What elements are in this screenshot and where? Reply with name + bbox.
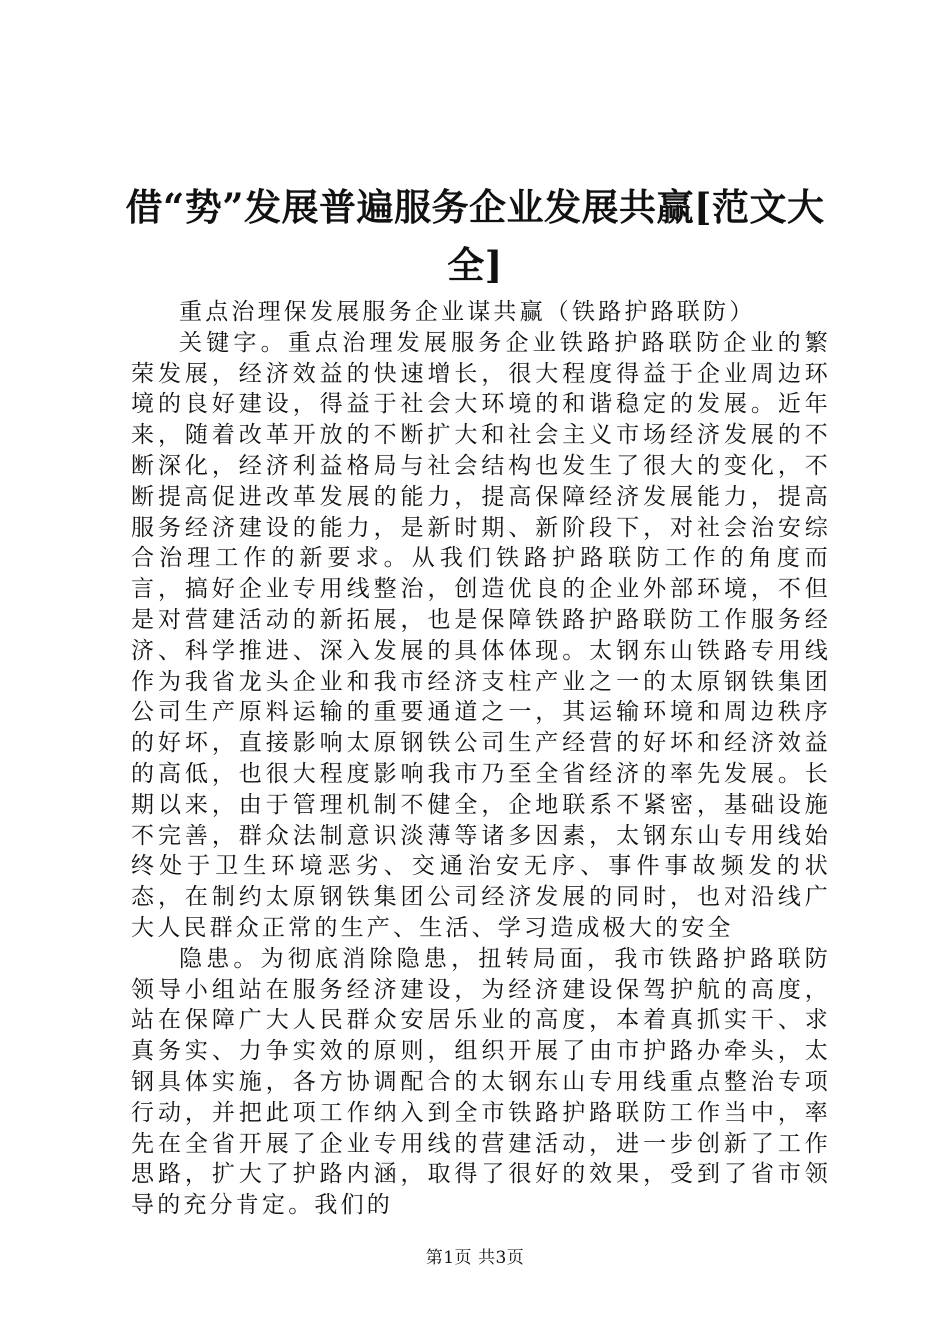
paragraph-subtitle: 重点治理保发展服务企业谋共赢（铁路护路联防） xyxy=(179,299,756,325)
document-body xyxy=(131,297,831,1221)
paragraph-main: 关键字。重点治理发展服务企业铁路护路联防企业的繁荣发展，经济效益的快速增长，很大程度得益于企业周边环境的良好建设，得益于社会大环境的和谐稳定的发展。近年来，随着改革开放的不断扩大和社会主义市场经济发展的不断深化，经济利益格局与社会结构也发生了很大的变化，不断提高促进改革发展的能力，提高保障经济发展能力，提高服务经济建设的能力，是新时期、新阶段下，对社会治安综合治理工作的新要求。从我们铁路护路联防工作的角度而言，搞好企业专用线整治，创造优良的企业外部环境，不但是对营建活动的新拓展，也是保障铁路护路联防工作服务经济、科学推进、深入发展的具体体现。太钢东山铁路专用线作为我省龙头企业和我市经济支柱产业之一的太原钢铁集团公司生产原料运输的重要通道之一，其运输环境和周边秩序的好坏，直接影响太原钢铁公司生产经营的好坏和经济效益的高低，也很大程度影响我市乃至全省经济的率先发展。长期以来，由于管理机制不健全，企地联系不紧密，基础设施不完善，群众法制意识淡薄等诸多因素，太钢东山专用线始终处于卫生环境恶劣、交通治安无序、事件事故频发的状态，在制约太原钢铁集团公司经济发展的同时，也对沿线广大人民群众正常的生产、生活、学习造成极大的安全 xyxy=(131,329,831,941)
document-title: 借“势”发展普遍服务企业发展共赢[范文大全] xyxy=(125,185,825,287)
page-number-footer: 第1页 共3页 xyxy=(425,1248,525,1268)
paragraph-continued: 隐患。为彻底消除隐患，扭转局面，我市铁路护路联防领导小组站在服务经济建设，为经济建设保驾护航的高度，站在保障广大人民群众安居乐业的高度，本着真抓实干、求真务实、力争实效的原则，组织开展了由市护路办牵头，太钢具体实施，各方协调配合的太钢东山专用线重点整治专项行动，并把此项工作纳入到全市铁路护路联防工作当中，率先在全省开展了企业专用线的营建活动，进一步创新了工作思路，扩大了护路内涵，取得了很好的效果，受到了省市领导的充分肯定。我们的 xyxy=(131,945,831,1219)
